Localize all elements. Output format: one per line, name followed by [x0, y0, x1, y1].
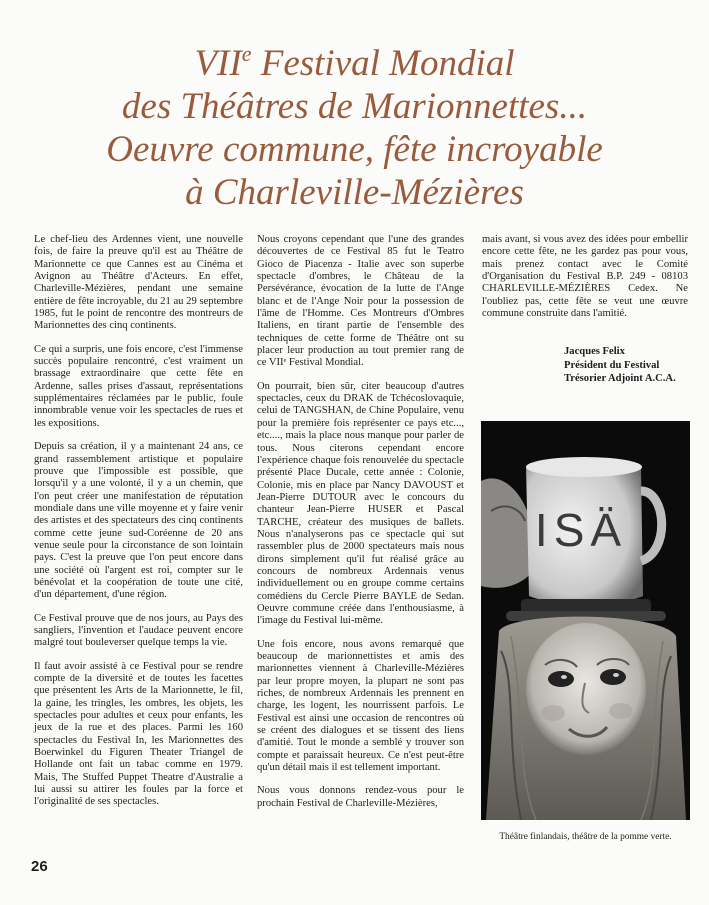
author-role-president: Président du Festival: [564, 359, 660, 371]
article-column-3: [482, 234, 688, 331]
paragraph: Nous croyons cependant que l'une des grandes découvertes de ce Festival 85 fut le Teatro Gioco de Piacenza - Italie avec son superbe spectacle d'ombres, le Château de la Persévérance, évocation de la lutte de l'Ange blanc et de l'Ange Noir pour la possession de l'âme de l'Homme. Ces Montreurs d'Ombres Italiens, en tirant partie de l'ensemble des techniques de cette forme de Théâtre ont su placer leur production au tout premier rang de ce VIIᵉ Festival Mondial.: [257, 234, 464, 369]
paragraph: Depuis sa création, il y a maintenant 24 ans, ce grand rassemblement artistique et populaire prouve que l'impossible est possible, que lorsqu'il y a une volonté, il y a un chemin, que l'on peut créer une manifestation de réputation mondiale dans une ville moyenne et y faire venir des artistes et des spectateurs des cinq continents comme cette jeune sud-Coréenne de 20 ans venue seule pour la circonstance de son lointain pays. C'est la preuve que l'on peut encore dans une société où l'argent est roi, compter sur le bénévolat et la coopération de toute une cité, d'un département, d'une région.: [34, 441, 243, 601]
headline-line-4: à Charleville-Mézières: [185, 172, 524, 213]
paragraph: Nous vous donnons rendez-vous pour le prochain Festival de Charleville-Mézières,: [257, 785, 464, 809]
paragraph: Le chef-lieu des Ardennes vient, une nouvelle fois, de faire la preuve qu'il est au Théâtre de Marionnette ce que Cannes est au Cinéma et Avignon au Théâtre d'Acteurs. En effet, Charleville-Mézières, pendant une semaine entière de fête incroyable, du 21 au 29 septembre 1985, fut le point de rencontre des montreurs de Marionnettes des cinq continents.: [34, 234, 243, 332]
author-signature: [564, 345, 676, 386]
author-name: Jacques Felix: [564, 346, 625, 357]
headline-roman-numeral: VII: [194, 43, 242, 84]
headline-superscript: e: [241, 41, 252, 66]
cup-lettering: ISÄ: [534, 504, 628, 556]
headline-line-2: des Théâtres de Marionnettes...: [121, 86, 588, 127]
article-column-2: [257, 234, 464, 821]
headline-line-3: Oeuvre commune, fête incroyable: [106, 129, 603, 170]
article-headline: [0, 42, 709, 214]
page-number: 26: [31, 858, 48, 875]
headline-line-1: [0, 42, 709, 85]
puppet-photo: [481, 421, 690, 820]
paragraph: Une fois encore, nous avons remarqué que beaucoup de marionnettistes et amis des marionnettes viennent à Charleville-Mézières par leur propre moyen, la plupart ne sont pas riches, de nombreux Ardennais les prennent en charge, les logent, les nourrissent parfois. Le Festival est ainsi une occasion de rencontres où se créent des dialogues et se tissent des liens d'amitié. Tout le monde a semblé y trouver son compte et paraissait heureux. Ce n'est peut-être qu'un détail mais il est tellement important.: [257, 638, 464, 774]
article-column-1: [34, 234, 243, 820]
paragraph: Il faut avoir assisté à ce Festival pour se rendre compte de la diversité et de toutes les facettes que présentent les Arts de la Marionnette, le fil, la gaine, les tringles, les ombres, les objets, les spectacles pour adultes et ceux pour enfants, les jeux de la rue et des places. Parmi les 160 spectacles du Festival In, les Marionnettes des Boerwinkel du Figuren Theater Triangel de Hollande ont fait un tabac comme en 1979. Mais, The Stuffed Puppet Theatre d'Australie a lui aussi su attirer les foules par la force et l'originalité de ses spectacles.: [34, 660, 243, 808]
paragraph: mais avant, si vous avez des idées pour embellir encore cette fête, ne les gardez pas pour vous, mais prenez contact avec le Comité d'Organisation du Festival B.P. 249 - 08103 CHARLEVILLE-MÉZIÈRES Cedex. Ne l'oubliez pas, cette fête se veut une œuvre commune construite dans l'amitié.: [482, 234, 688, 320]
puppet-photo-image: [481, 421, 690, 820]
photo-caption: Théâtre finlandais, théâtre de la pomme verte.: [499, 832, 672, 842]
author-role-treasurer: Trésorier Adjoint A.C.A.: [564, 373, 676, 384]
paragraph: On pourrait, bien sûr, citer beaucoup d'autres spectacles, ceux du DRAK de Tchécoslovaquie, celui de TANGSHAN, de Chine Populaire, venu pour la première fois représenter ce pays etc..., etc...., mais la place nous manque pour parler de tous. Nous citerons cependant encore l'expérience chaque fois renouvelée du spectacle présenté Place Ducale, cette année : Colonie, Colonie, mis en place par Nancy DAVOUST et Jean-Pierre DUTOUR avec le concours du chanteur Jean-Pierre HUSER et Pascal TARCHE, créateur des musiques de ballets. Nous n'analyserons pas ce spectacle qui sut rassembler plus de 2000 spectateurs mais nous dirons simplement qu'il fut réalisé grâce au concours de nombreux Ardennais venus individuellement ou en groupe comme certains comédiens du Cercle Pierre BAYLE de Sedan. Oeuvre commune créée dans l'enthousiasme, à l'image du Festival lui-même.: [257, 380, 464, 627]
paragraph: Ce Festival prouve que de nos jours, au Pays des sangliers, l'invention et l'audace peuvent encore malgré tout bouleverser quelque temps la vie.: [34, 612, 243, 649]
paragraph: Ce qui a surpris, une fois encore, c'est l'immense succès populaire rencontré, c'est vraiment un brassage extraordinaire que cette fête en Ardenne, salles prises d'assaut, représentations supplémentaires réclamées par le public, foule innombrable venue voir les spectacles de rues et les expositions.: [34, 343, 243, 429]
headline-festival-mondial: Festival Mondial: [251, 43, 515, 84]
